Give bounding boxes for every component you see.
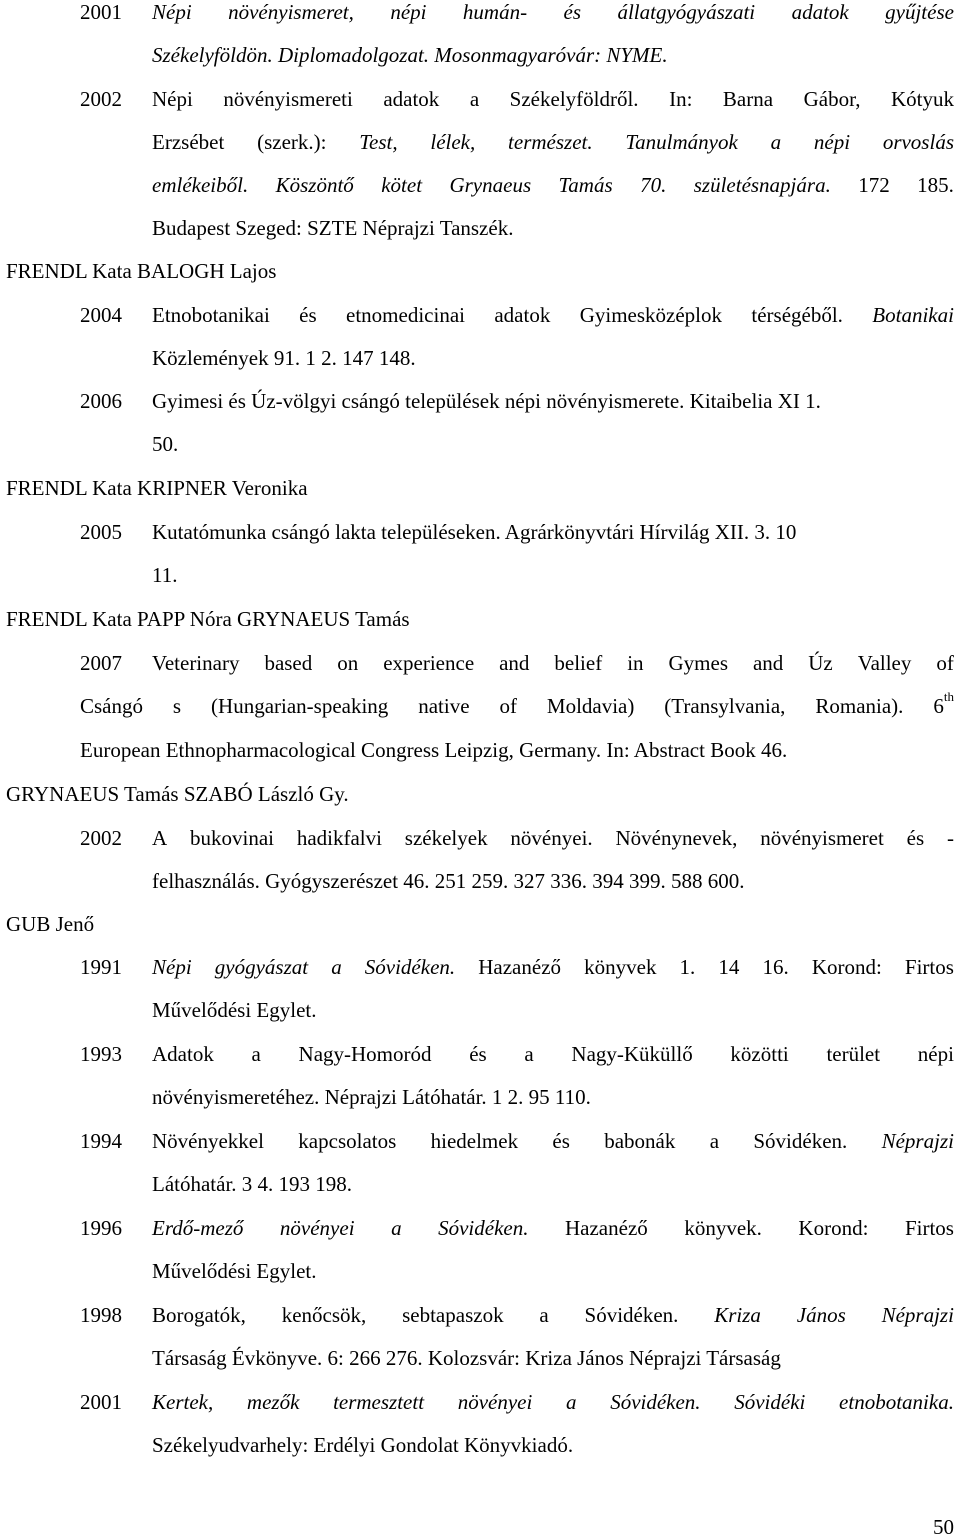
entry-text: Látóhatár. 3 4. 193 198.	[152, 1172, 353, 1196]
word: Növénynevek,	[615, 826, 738, 850]
word: 1.	[679, 955, 696, 979]
entry-text: Művelődési Egylet.	[152, 1259, 317, 1283]
word: Erdő-mező	[152, 1216, 244, 1240]
word: Firtos	[904, 955, 954, 979]
word: kapcsolatos	[298, 1129, 397, 1153]
word: and	[752, 651, 784, 675]
word: hiedelmek	[430, 1129, 519, 1153]
word: adatok	[383, 87, 440, 111]
entry-year: 2001	[80, 1390, 122, 1414]
entry-year: 2005	[80, 520, 122, 544]
entry-line	[152, 130, 954, 154]
entry-text: Székelyföldön. Diplomadolgozat. Mosonmagyaróvár: NYME.	[152, 43, 668, 67]
entry-line	[152, 346, 954, 370]
word: experience	[383, 651, 475, 675]
word: közötti	[730, 1042, 789, 1066]
entry-line	[152, 1390, 954, 1414]
entry-year: 1994	[80, 1129, 122, 1153]
word: 16.	[762, 955, 789, 979]
word: a	[331, 955, 342, 979]
word: a	[524, 1042, 534, 1066]
entry-text: Gyimesi és Úz-völgyi csángó települések népi növényismerete. Kitaibelia XI 1.	[152, 389, 821, 413]
author-heading: FRENDL Kata BALOGH Lajos	[6, 259, 277, 283]
entry-text: Székelyudvarhely: Erdélyi Gondolat Könyvkiadó.	[152, 1433, 574, 1457]
word: etnomedicinai	[346, 303, 465, 327]
word: emlékeiből.	[152, 173, 249, 197]
entry-line	[152, 998, 954, 1022]
word: Csángó	[80, 694, 143, 718]
word: növényei.	[510, 826, 593, 850]
word: népi	[390, 0, 427, 24]
word: belief	[554, 651, 603, 675]
entry-line	[152, 955, 954, 979]
word: (Hungarian-speaking	[211, 694, 389, 718]
word: Népi	[152, 0, 192, 24]
entry-line	[80, 689, 954, 718]
word: kötet	[381, 173, 423, 197]
word: Növényekkel	[152, 1129, 264, 1153]
word: termesztett	[333, 1390, 425, 1414]
word: -	[947, 826, 954, 850]
word: of	[936, 651, 954, 675]
entry-text: felhasználás. Gyógyszerészet 46. 251 259. 327 336. 394 399. 588 600.	[152, 869, 745, 893]
entry-year: 2002	[80, 826, 122, 850]
word: Néprajzi	[881, 1129, 954, 1153]
word: Gábor,	[803, 87, 861, 111]
word: s	[172, 694, 182, 718]
word: (szerk.):	[257, 130, 327, 154]
word: humán-	[462, 0, 528, 24]
entry-year: 2002	[80, 87, 122, 111]
entry-text: 11.	[152, 563, 178, 587]
entry-line	[152, 173, 954, 197]
word: növényismereti	[223, 87, 353, 111]
word: születésnapjára.	[693, 173, 831, 197]
entry-line	[152, 0, 954, 24]
word: adatok	[791, 0, 849, 24]
word: terület	[826, 1042, 881, 1066]
word: Sóvidéken.	[753, 1129, 848, 1153]
entry-year: 2004	[80, 303, 122, 327]
entry-text: Művelődési Egylet.	[152, 998, 317, 1022]
word: Tanulmányok	[625, 130, 738, 154]
word: Sóvidéken.	[610, 1390, 701, 1414]
author-heading: GUB Jenő	[6, 912, 95, 936]
word: a	[251, 1042, 261, 1066]
word: bukovinai	[190, 826, 274, 850]
word: Hazanéző	[565, 1216, 648, 1240]
word: and	[499, 651, 530, 675]
word: a	[391, 1216, 402, 1240]
word: gyűjtése	[885, 0, 954, 24]
word: 14	[718, 955, 740, 979]
word: a	[566, 1390, 577, 1414]
entry-line	[152, 1129, 954, 1153]
entry-line	[152, 1042, 954, 1066]
word: hadikfalvi	[296, 826, 382, 850]
word: székelyek	[404, 826, 488, 850]
word: Grynaeus	[449, 173, 532, 197]
word: on	[337, 651, 359, 675]
entry-text: Kutatómunka csángó lakta településeken. Agrárkönyvtári Hírvilág XII. 3. 10	[152, 520, 797, 544]
entry-year: 1996	[80, 1216, 122, 1240]
word: növényismeret,	[228, 0, 354, 24]
word: orvoslás	[882, 130, 954, 154]
entry-line	[152, 1085, 954, 1109]
entry-line	[152, 651, 954, 675]
word: állatgyógyászati	[617, 0, 756, 24]
entry-line	[80, 738, 954, 762]
word: Nagy-Küküllő	[571, 1042, 693, 1066]
entry-line	[152, 1433, 954, 1457]
word: Valley	[857, 651, 912, 675]
word: 172	[858, 173, 890, 197]
word: Korond:	[811, 955, 882, 979]
entry-year: 2006	[80, 389, 122, 413]
entry-line	[152, 826, 954, 850]
word: Firtos	[904, 1216, 954, 1240]
word: in	[627, 651, 644, 675]
word: Kótyuk	[891, 87, 954, 111]
entry-year: 2001	[80, 0, 122, 24]
author-heading: GRYNAEUS Tamás SZABÓ László Gy.	[6, 782, 349, 806]
word: Néprajzi	[881, 1303, 954, 1327]
word: gyógyászat	[214, 955, 309, 979]
word: mezők	[246, 1390, 300, 1414]
word: Barna	[722, 87, 774, 111]
entry-line	[152, 1216, 954, 1240]
word: 70.	[640, 173, 667, 197]
word: Sóvidéken.	[438, 1216, 529, 1240]
entry-line	[152, 1259, 954, 1283]
word: Köszöntő	[275, 173, 354, 197]
word	[933, 689, 954, 718]
word: és	[563, 0, 582, 24]
word: Veterinary	[152, 651, 240, 675]
word: népi	[917, 1042, 954, 1066]
word: etnobotanika.	[839, 1390, 954, 1414]
entry-text: Budapest Szeged: SZTE Néprajzi Tanszék.	[152, 216, 514, 240]
word: a	[770, 130, 782, 154]
word: Botanikai	[872, 303, 954, 327]
word: Kriza	[714, 1303, 761, 1327]
entry-line	[152, 1346, 954, 1370]
word: Sóvidéki	[734, 1390, 806, 1414]
superscript: th	[943, 689, 954, 704]
entry-text: Társaság Évkönyve. 6: 266 276. Kolozsvár: Kriza János Néprajzi Társaság	[152, 1346, 781, 1370]
word: lélek,	[430, 130, 476, 154]
word: növényei	[457, 1390, 533, 1414]
word: Sóvidéken.	[364, 955, 456, 979]
entry-line	[152, 432, 954, 456]
word: János	[796, 1303, 846, 1327]
entry-line	[152, 869, 954, 893]
word: növényei	[279, 1216, 355, 1240]
word: 6	[933, 694, 944, 718]
word: Úz	[808, 651, 833, 675]
word: of	[499, 694, 517, 718]
word: kenőcsök,	[281, 1303, 367, 1327]
word: Erzsébet	[152, 130, 225, 154]
entry-year: 1991	[80, 955, 122, 979]
word: és	[906, 826, 925, 850]
word: based	[264, 651, 313, 675]
word: a	[539, 1303, 549, 1327]
entry-line	[152, 520, 954, 544]
entry-text: növényismeretéhez. Néprajzi Látóhatár. 1 2. 95 110.	[152, 1085, 591, 1109]
word: könyvek.	[684, 1216, 762, 1240]
entry-year: 1998	[80, 1303, 122, 1327]
entry-year: 1993	[80, 1042, 122, 1066]
entry-line	[152, 389, 954, 413]
word: Nagy-Homoród	[298, 1042, 432, 1066]
word: A	[152, 826, 168, 850]
word: adatok	[494, 303, 551, 327]
word: (Transylvania,	[664, 694, 786, 718]
word: Test,	[359, 130, 398, 154]
entry-text: Közlemények 91. 1 2. 147 148.	[152, 346, 416, 370]
word: a	[469, 87, 480, 111]
word: Székelyföldről.	[509, 87, 639, 111]
word: és	[469, 1042, 487, 1066]
word: a	[709, 1129, 720, 1153]
word: Adatok	[152, 1042, 214, 1066]
word: könyvek	[584, 955, 657, 979]
word: In:	[669, 87, 693, 111]
word: Moldavia)	[546, 694, 635, 718]
word: Kertek,	[152, 1390, 214, 1414]
entry-line	[152, 43, 954, 67]
author-heading: FRENDL Kata KRIPNER Veronika	[6, 476, 308, 500]
word: és	[552, 1129, 570, 1153]
entry-text: 50.	[152, 432, 179, 456]
word: térségéből.	[751, 303, 843, 327]
word: Sóvidéken.	[584, 1303, 679, 1327]
word: természet.	[508, 130, 593, 154]
word: növényismeret	[760, 826, 884, 850]
entry-year: 2007	[80, 651, 122, 675]
word: 185.	[917, 173, 954, 197]
entry-line	[152, 87, 954, 111]
word: Népi	[152, 87, 193, 111]
page-number: 50	[933, 1515, 954, 1539]
entry-text: European Ethnopharmacological Congress Leipzig, Germany. In: Abstract Book 46.	[80, 738, 788, 762]
word: Népi	[152, 955, 192, 979]
word: sebtapaszok	[402, 1303, 504, 1327]
word: native	[418, 694, 470, 718]
word: Hazanéző	[478, 955, 562, 979]
word: Etnobotanikai	[152, 303, 270, 327]
word: babonák	[604, 1129, 676, 1153]
entry-line	[152, 563, 954, 587]
word: és	[299, 303, 317, 327]
word: Korond:	[798, 1216, 869, 1240]
entry-line	[152, 1303, 954, 1327]
word: Tamás	[558, 173, 613, 197]
entry-line	[152, 216, 954, 240]
word: Borogatók,	[152, 1303, 246, 1327]
word: Gyimesközéplok	[579, 303, 723, 327]
word: Romania).	[815, 694, 904, 718]
entry-line	[152, 1172, 954, 1196]
word: népi	[813, 130, 851, 154]
author-heading: FRENDL Kata PAPP Nóra GRYNAEUS Tamás	[6, 607, 410, 631]
entry-line	[152, 303, 954, 327]
word: Gymes	[668, 651, 728, 675]
